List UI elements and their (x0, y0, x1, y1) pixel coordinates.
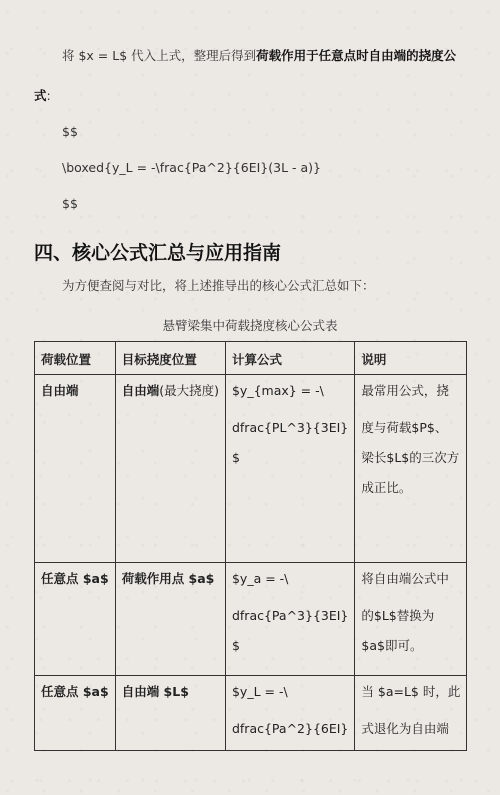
cell-target-bold: 自由端 (121, 383, 160, 398)
formula-line: $ (231, 638, 240, 653)
intro-bold-text: 荷载作用于任意点时自由端的挠度公 (256, 48, 457, 63)
formula-body: \boxed{y_L = -\frac{Pa^2}{6EI}(3L - a)} (62, 160, 321, 175)
cell-formula (225, 563, 354, 676)
cell-note (355, 563, 467, 676)
note-line: $a$即可。 (361, 638, 423, 653)
cell-target-text (122, 383, 219, 399)
cell-formula (225, 375, 354, 563)
header-note: 说明 (355, 342, 467, 375)
formula-close: $$ (62, 196, 78, 211)
note-line: 将自由端公式中 (361, 571, 449, 586)
cell-load (35, 375, 116, 563)
cell-target-rest: (最大挠度) (159, 383, 219, 398)
cell-target (115, 375, 225, 563)
cell-load (35, 563, 116, 676)
cell-note (355, 676, 467, 751)
cell-load-text: 任意点 $a$ (41, 684, 109, 699)
formula-table (34, 341, 467, 751)
table-row (35, 563, 467, 676)
note-line: 成正比。 (361, 480, 412, 495)
cell-note (355, 375, 467, 563)
formula-line: $ (231, 450, 240, 465)
note-line: 度与荷载$P$、 (361, 420, 448, 435)
intro-bold-text-cont: 式 (34, 88, 47, 103)
formula-line: dfrac{PL^3}{3EI} (231, 420, 349, 435)
header-load-position: 荷载位置 (35, 342, 116, 375)
note-line: 梁长$L$的三次方 (361, 450, 460, 465)
formula-open: $$ (62, 124, 78, 139)
cell-load-text: 任意点 $a$ (41, 571, 109, 586)
section-heading: 四、核心公式汇总与应用指南 (34, 242, 282, 264)
formula-line: $y_a = -\ (231, 571, 289, 586)
cell-target-text (122, 684, 219, 700)
section-intro: 为方便查阅与对比，将上述推导出的核心公式汇总如下： (62, 278, 375, 293)
cell-formula (225, 676, 354, 751)
cell-target-bold: 荷载作用点 $a$ (121, 571, 215, 586)
table-caption: 悬臂梁集中荷载挠度核心公式表 (162, 318, 338, 333)
cell-target-bold: 自由端 $L$ (121, 684, 189, 699)
header-target-position: 目标挠度位置 (115, 342, 225, 375)
intro-line-1 (62, 48, 456, 64)
formula-line: $y_{max} = -\ (231, 383, 324, 398)
table-row (35, 676, 467, 751)
table-header-row (35, 342, 467, 375)
formula-line: dfrac{Pa^3}{3EI} (231, 608, 349, 623)
formula-line: dfrac{Pa^2}{6EI} (231, 721, 349, 736)
intro-colon: : (46, 88, 51, 103)
cell-load (35, 676, 116, 751)
note-line: 当 $a=L$ 时，此 (361, 684, 461, 699)
intro-text: 将 $x = L$ 代入上式，整理后得到 (62, 48, 257, 63)
note-line: 最常用公式，挠 (361, 383, 449, 398)
header-formula: 计算公式 (225, 342, 354, 375)
formula-line: $y_L = -\ (231, 684, 288, 699)
table-row (35, 375, 467, 563)
note-line: 的$L$替换为 (361, 608, 435, 623)
intro-line-2 (34, 88, 51, 104)
cell-target (115, 563, 225, 676)
note-line: 式退化为自由端 (361, 721, 449, 736)
cell-target (115, 676, 225, 751)
cell-load-text: 自由端 (41, 383, 79, 398)
cell-target-text (122, 571, 219, 587)
